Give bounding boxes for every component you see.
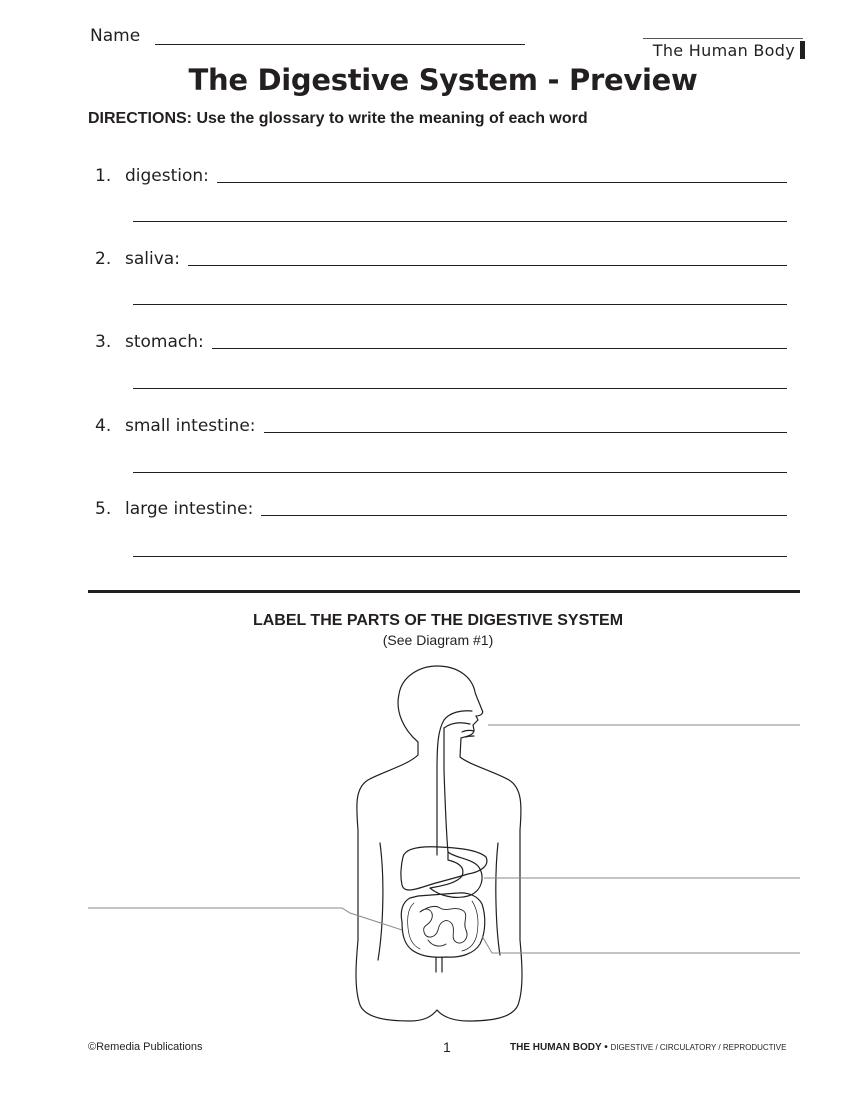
question-term: stomach: — [125, 332, 204, 352]
right-arm — [496, 843, 500, 955]
name-label: Name — [90, 26, 141, 46]
directions-text: DIRECTIONS: Use the glossary to write the meaning of each word — [88, 110, 588, 127]
footer-copyright: ©Remedia Publications — [88, 1041, 203, 1053]
left-arm — [378, 843, 383, 960]
question-number: 3. — [95, 332, 112, 352]
body-outline — [356, 666, 522, 1021]
label-section-title: LABEL THE PARTS OF THE DIGESTIVE SYSTEM — [252, 612, 624, 629]
question-number: 1. — [95, 166, 112, 186]
question-term: large intestine: — [125, 499, 254, 519]
footer-book-title: THE HUMAN BODY — [510, 1042, 602, 1053]
page-number: 1 — [443, 1039, 451, 1055]
question-term: digestion: — [125, 166, 209, 186]
question-term: small intestine: — [125, 416, 256, 436]
rectum — [436, 957, 442, 972]
stomach — [430, 852, 482, 897]
footer-book-subtitle: DIGESTIVE / CIRCULATORY / REPRODUCTIVE — [610, 1043, 787, 1052]
nasal-cavity — [444, 711, 472, 728]
page-title: The Digestive System - Preview — [188, 63, 698, 97]
series-label: The Human Body — [652, 41, 795, 60]
small-intestine — [420, 906, 467, 946]
footer-book-info — [510, 1042, 786, 1053]
question-number: 4. — [95, 416, 112, 436]
large-intestine-inner — [408, 901, 478, 951]
question-term: saliva: — [125, 249, 180, 269]
label-line-left — [88, 908, 402, 930]
label-section-subtitle: (See Diagram #1) — [382, 632, 494, 648]
label-line-lower-right — [482, 936, 800, 953]
question-number: 5. — [95, 499, 112, 519]
large-intestine — [401, 893, 485, 957]
footer-bullet: • — [601, 1042, 611, 1053]
liver — [401, 847, 487, 890]
question-number: 2. — [95, 249, 112, 269]
esophagus — [437, 720, 448, 855]
